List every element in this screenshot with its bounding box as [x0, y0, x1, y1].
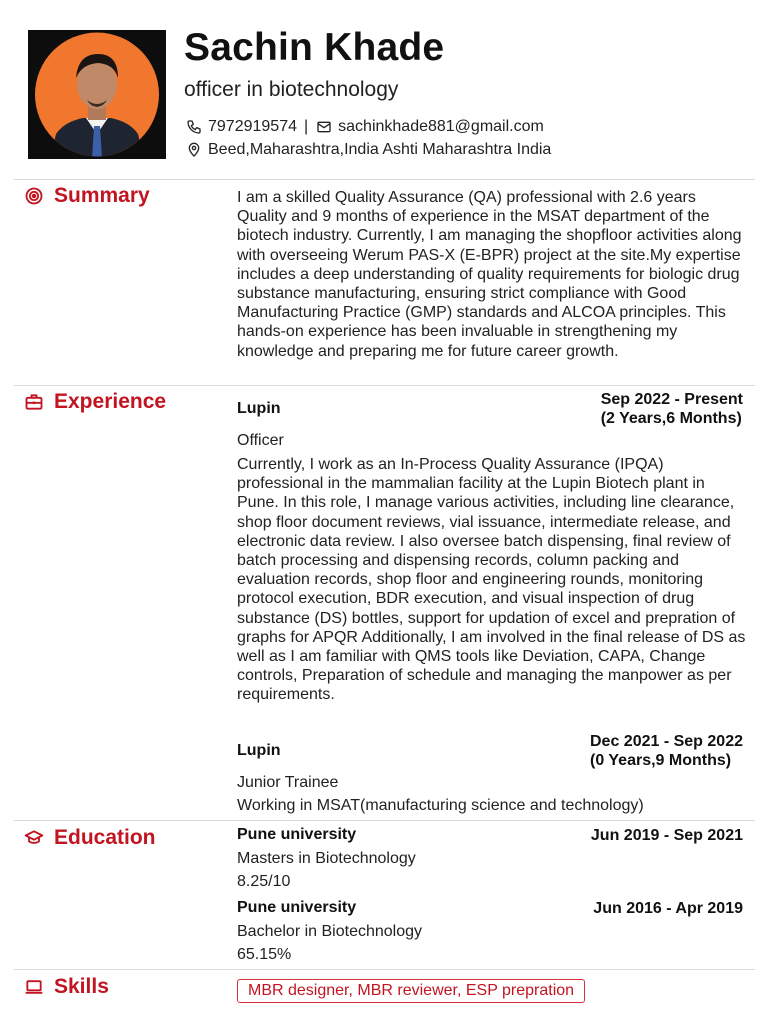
section-divider [14, 385, 755, 386]
section-divider [14, 820, 755, 821]
skill-chip: MBR designer, MBR reviewer, ESP prepration [237, 979, 585, 1003]
location-pin-icon [186, 142, 202, 158]
experience-role: Officer [237, 432, 284, 449]
education-heading-label: Education [54, 826, 156, 849]
education-date: Jun 2016 - Apr 2019 [593, 900, 743, 917]
experience-date-range: Sep 2022 - Present [600, 391, 743, 408]
experience-org: Lupin [237, 742, 281, 759]
summary-heading [24, 184, 150, 208]
education-heading [24, 826, 156, 850]
skills-heading-label: Skills [54, 975, 109, 998]
experience-description: Working in MSAT(manufacturing science and technology) [237, 797, 644, 814]
candidate-name: Sachin Khade [184, 26, 445, 69]
experience-date [601, 390, 743, 428]
experience-role: Junior Trainee [237, 774, 339, 791]
experience-heading [24, 390, 166, 414]
experience-description: Currently, I work as an In-Process Quality Assurance (IPQA) professional in the mammalian facility at the Lupin Biotech plant in Pune. In this role, I manage various activities, including line clearance, shop floor document reviews, vial issuance, intermediate release, and electronic data review. I also oversee batch dispensing, final review of batch processing and dispensing records, column packing and evaluation records, shop floor and engineering rounds, monitoring protocol execution, BDR execution, and visual inspection of drug substance (DS) bottles, support for updation of excel and prepration of graphs for APQR Additionally, I am involved in the final release of DS as well as I am familiar with QMS tools like Deviation, CAPA, Change controls, Preparation of schedule and managing the manpower as per requirements. [237, 456, 746, 704]
experience-date-range: Dec 2021 - Sep 2022 [590, 733, 743, 750]
profile-photo [28, 30, 166, 159]
experience-heading-label: Experience [54, 390, 167, 413]
experience-duration: (0 Years,9 Months) [590, 752, 732, 770]
education-degree: Masters in Biotechnology [237, 850, 416, 867]
candidate-title: officer in biotechnology [184, 78, 399, 101]
education-date: Jun 2019 - Sep 2021 [590, 827, 743, 844]
phone-icon [186, 119, 202, 135]
section-divider [14, 179, 755, 180]
location-row [186, 141, 551, 159]
summary-heading-label: Summary [54, 184, 150, 207]
contact-separator: | [303, 118, 309, 135]
phone-number[interactable]: 7972919574 [208, 118, 297, 135]
contact-row [186, 118, 544, 136]
graduation-cap-icon [24, 828, 44, 848]
location-text: Beed,Maharashtra,India Ashti Maharashtra India [208, 141, 552, 158]
avatar [28, 30, 166, 159]
briefcase-icon [24, 392, 44, 412]
education-degree: Bachelor in Biotechnology [237, 923, 423, 940]
education-score: 8.25/10 [237, 873, 291, 890]
laptop-icon [24, 977, 44, 997]
mail-icon [316, 119, 332, 135]
skills-heading [24, 975, 109, 999]
experience-duration: (2 Years,6 Months) [600, 410, 742, 428]
experience-org: Lupin [237, 400, 281, 417]
experience-date [590, 732, 743, 770]
education-org: Pune university [237, 899, 357, 916]
education-score: 65.15% [237, 946, 292, 963]
target-icon [24, 186, 44, 206]
section-divider [14, 969, 755, 970]
education-org: Pune university [237, 826, 357, 843]
email-link[interactable]: sachinkhade881@gmail.com [338, 118, 544, 135]
summary-text: I am a skilled Quality Assurance (QA) professional with 2.6 years Quality and 9 months of experience in the MSAT department of the biotech industry. Currently, I am managing the shopfloor activities along with overseeing Werum PAS-X (E-BPR) project at the site.My expertise includes a deep understanding of quality requirements for biologic drug substance manufacturing, ensuring strict compliance with Good Manufacturing Practice (GMP) standards and ALCOA principles. This hands-on experience has been invaluable in strengthening my knowledge and preparing me for future career growth. [237, 189, 742, 360]
